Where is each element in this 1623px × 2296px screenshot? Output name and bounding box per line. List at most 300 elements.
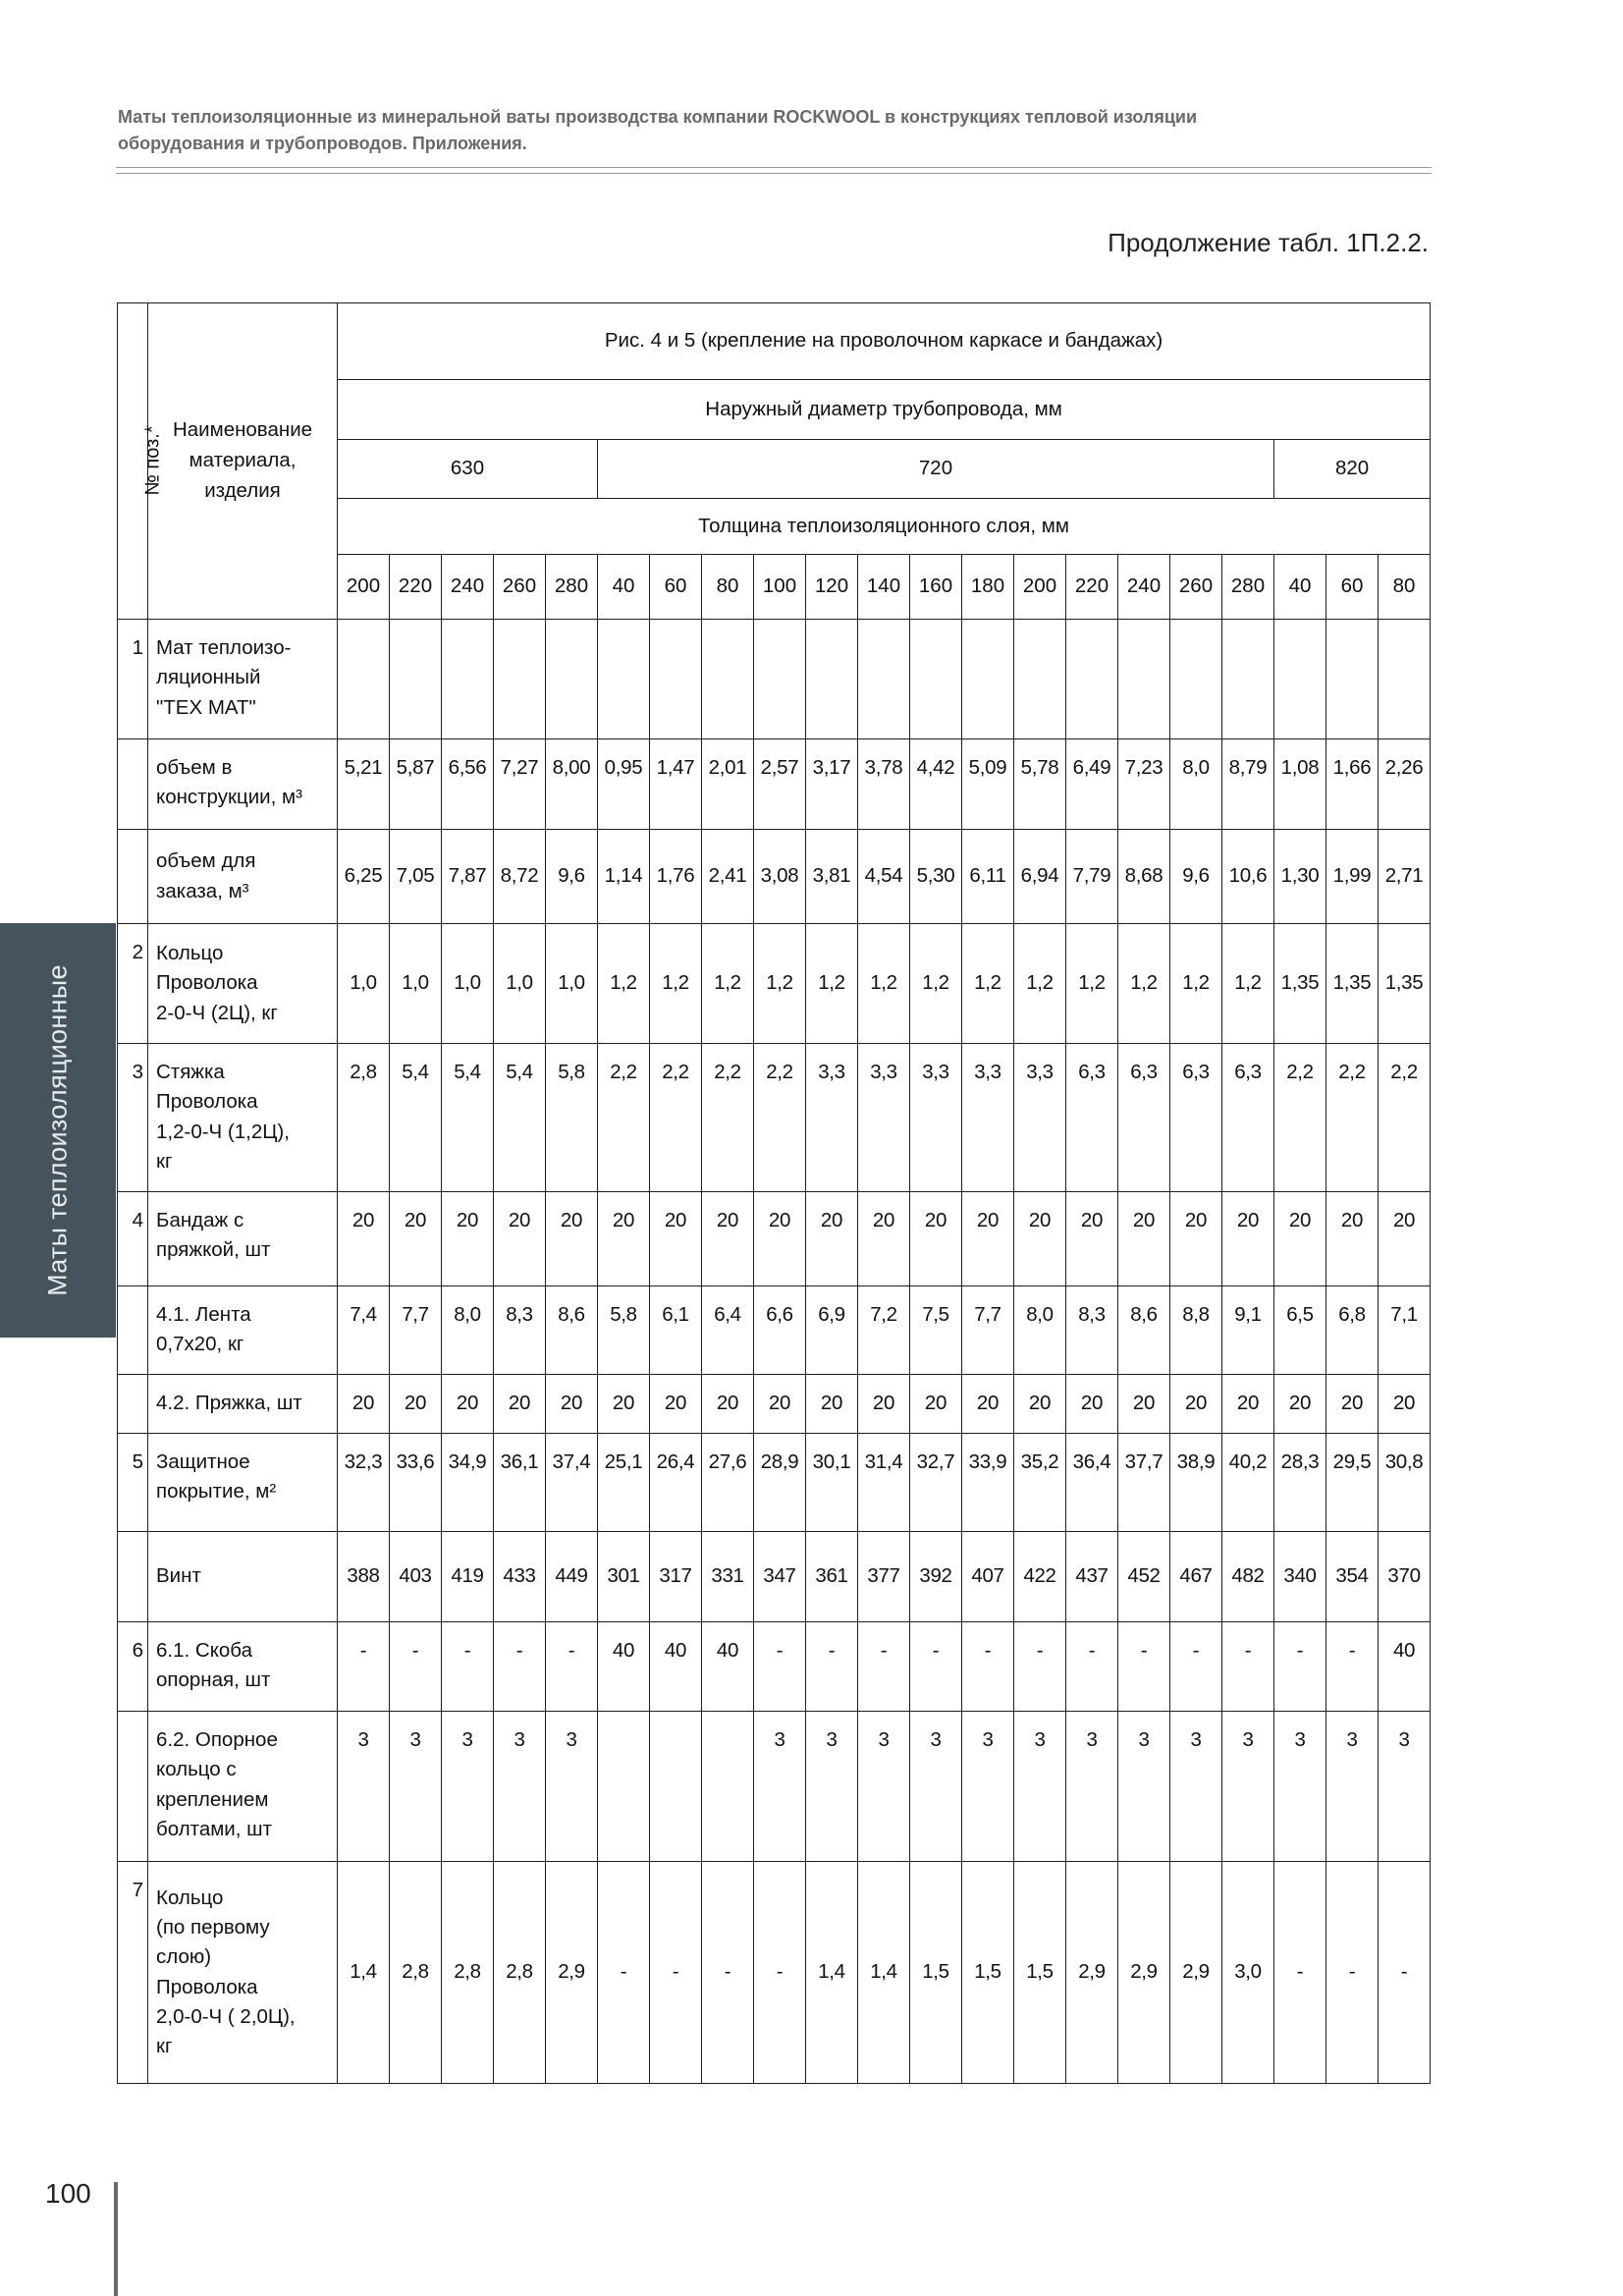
value-cell: 35,2	[1014, 1434, 1066, 1532]
value-cell	[1118, 620, 1170, 739]
document-header	[118, 104, 1434, 157]
thickness-header-cell: 200	[1014, 555, 1066, 620]
table-caption: Продолжение табл. 1П.2.2.	[1108, 228, 1429, 257]
value-cell: 2,01	[702, 739, 754, 830]
value-cell: 20	[442, 1192, 494, 1286]
value-cell: 407	[962, 1532, 1014, 1622]
table-row	[118, 1532, 1431, 1622]
value-cell: 317	[650, 1532, 702, 1622]
value-cell: -	[338, 1622, 390, 1712]
row-name: Бандаж с пряжкой, шт	[148, 1192, 338, 1286]
value-cell: -	[1222, 1622, 1274, 1712]
value-cell: 20	[390, 1375, 442, 1434]
value-cell: 6,6	[754, 1286, 806, 1375]
header-name: Наименование материала, изделия	[148, 303, 338, 620]
value-cell: 32,7	[910, 1434, 962, 1532]
value-cell: -	[702, 1862, 754, 2084]
value-cell: -	[1326, 1862, 1379, 2084]
value-cell: 1,76	[650, 830, 702, 924]
value-cell: 1,0	[494, 924, 546, 1044]
value-cell: 3	[546, 1712, 598, 1862]
value-cell: 20	[1066, 1192, 1118, 1286]
thickness-header-cell: 220	[1066, 555, 1118, 620]
table-row	[118, 1622, 1431, 1712]
value-cell: 27,6	[702, 1434, 754, 1532]
value-cell: -	[1118, 1622, 1170, 1712]
value-cell: 1,2	[1170, 924, 1222, 1044]
value-cell: 8,6	[1118, 1286, 1170, 1375]
value-cell: 5,09	[962, 739, 1014, 830]
value-cell: 5,21	[338, 739, 390, 830]
thickness-header-cell: 60	[1326, 555, 1379, 620]
row-name: 4.1. Лента 0,7х20, кг	[148, 1286, 338, 1375]
value-cell: -	[650, 1862, 702, 2084]
value-cell: 20	[1222, 1375, 1274, 1434]
value-cell: 28,9	[754, 1434, 806, 1532]
value-cell: 6,9	[806, 1286, 858, 1375]
value-cell: 3,81	[806, 830, 858, 924]
value-cell: 6,94	[1014, 830, 1066, 924]
value-cell: 6,3	[1222, 1044, 1274, 1192]
value-cell: 331	[702, 1532, 754, 1622]
thickness-header-cell: 280	[546, 555, 598, 620]
value-cell: 9,1	[1222, 1286, 1274, 1375]
value-cell: 1,2	[1066, 924, 1118, 1044]
value-cell: 20	[1326, 1192, 1379, 1286]
value-cell: 1,14	[598, 830, 650, 924]
value-cell: 36,4	[1066, 1434, 1118, 1532]
value-cell: 1,2	[858, 924, 910, 1044]
row-position: 2	[118, 924, 148, 1044]
value-cell: 1,5	[1014, 1862, 1066, 2084]
value-cell: 1,08	[1274, 739, 1326, 830]
value-cell: 433	[494, 1532, 546, 1622]
value-cell: 20	[806, 1375, 858, 1434]
value-cell: 20	[442, 1375, 494, 1434]
value-cell: 7,7	[390, 1286, 442, 1375]
value-cell: 20	[1222, 1192, 1274, 1286]
value-cell: 8,79	[1222, 739, 1274, 830]
thickness-header-cell: 80	[702, 555, 754, 620]
row-position: 7	[118, 1862, 148, 2084]
value-cell	[650, 620, 702, 739]
thickness-header-cell: 140	[858, 555, 910, 620]
value-cell: 5,4	[390, 1044, 442, 1192]
value-cell: 3	[1170, 1712, 1222, 1862]
value-cell: 3	[390, 1712, 442, 1862]
table-row	[118, 830, 1431, 924]
value-cell: 5,87	[390, 739, 442, 830]
thickness-header-cell: 260	[494, 555, 546, 620]
table-row	[118, 924, 1431, 1044]
value-cell: 3	[806, 1712, 858, 1862]
side-section-tab	[0, 923, 116, 1338]
value-cell: 3	[494, 1712, 546, 1862]
value-cell: 7,87	[442, 830, 494, 924]
value-cell: 5,4	[442, 1044, 494, 1192]
row-name: Защитное покрытие, м²	[148, 1434, 338, 1532]
value-cell: 2,2	[650, 1044, 702, 1192]
value-cell: 36,1	[494, 1434, 546, 1532]
value-cell: 6,25	[338, 830, 390, 924]
value-cell: 40	[702, 1622, 754, 1712]
value-cell: 2,9	[1170, 1862, 1222, 2084]
value-cell	[1170, 620, 1222, 739]
row-name: Мат теплоизо- ляционный "ТЕХ МАТ"	[148, 620, 338, 739]
value-cell: 20	[650, 1375, 702, 1434]
value-cell: 20	[494, 1375, 546, 1434]
value-cell: 2,8	[494, 1862, 546, 2084]
row-position	[118, 1375, 148, 1434]
value-cell: 3	[338, 1712, 390, 1862]
value-cell: 3,08	[754, 830, 806, 924]
row-position: 5	[118, 1434, 148, 1532]
thickness-header-cell: 220	[390, 555, 442, 620]
value-cell: 1,2	[1014, 924, 1066, 1044]
value-cell: 20	[546, 1375, 598, 1434]
value-cell	[962, 620, 1014, 739]
value-cell: 10,6	[1222, 830, 1274, 924]
value-cell: 20	[546, 1192, 598, 1286]
value-cell: 2,2	[754, 1044, 806, 1192]
row-position	[118, 1286, 148, 1375]
value-cell: 20	[1274, 1375, 1326, 1434]
value-cell: 20	[1066, 1375, 1118, 1434]
thickness-header-cell: 240	[442, 555, 494, 620]
table-row	[118, 620, 1431, 739]
value-cell: 20	[910, 1375, 962, 1434]
value-cell: 20	[598, 1375, 650, 1434]
row-name: Кольцо Проволока 2-0-Ч (2Ц), кг	[148, 924, 338, 1044]
value-cell: 26,4	[650, 1434, 702, 1532]
value-cell: 6,11	[962, 830, 1014, 924]
table-row	[118, 1375, 1431, 1434]
header-thickness: Толщина теплоизоляционного слоя, мм	[338, 499, 1431, 555]
header-diameter-820: 820	[1274, 440, 1431, 499]
header-diameter-630: 630	[338, 440, 598, 499]
value-cell: 31,4	[858, 1434, 910, 1532]
value-cell: 28,3	[1274, 1434, 1326, 1532]
table-row	[118, 1192, 1431, 1286]
value-cell: 9,6	[546, 830, 598, 924]
value-cell: 392	[910, 1532, 962, 1622]
value-cell: -	[494, 1622, 546, 1712]
value-cell: -	[1014, 1622, 1066, 1712]
value-cell: 1,0	[442, 924, 494, 1044]
value-cell: 449	[546, 1532, 598, 1622]
value-cell: 20	[1118, 1192, 1170, 1286]
value-cell: 7,2	[858, 1286, 910, 1375]
row-position	[118, 1712, 148, 1862]
value-cell: -	[754, 1622, 806, 1712]
value-cell: 370	[1379, 1532, 1431, 1622]
thickness-header-cell: 180	[962, 555, 1014, 620]
value-cell: 8,3	[494, 1286, 546, 1375]
value-cell	[546, 620, 598, 739]
row-name: Стяжка Проволока 1,2-0-Ч (1,2Ц), кг	[148, 1044, 338, 1192]
value-cell: -	[806, 1622, 858, 1712]
header-line-2: оборудования и трубопроводов. Приложения.	[118, 134, 527, 153]
value-cell: 37,4	[546, 1434, 598, 1532]
value-cell: 3	[1222, 1712, 1274, 1862]
value-cell: 1,0	[338, 924, 390, 1044]
value-cell: -	[1170, 1622, 1222, 1712]
header-figure: Рис. 4 и 5 (крепление на проволочном каркасе и бандажах)	[338, 303, 1431, 380]
value-cell: 1,35	[1274, 924, 1326, 1044]
value-cell: 7,4	[338, 1286, 390, 1375]
value-cell: -	[1066, 1622, 1118, 1712]
value-cell: -	[754, 1862, 806, 2084]
value-cell: 20	[962, 1375, 1014, 1434]
value-cell: 40	[1379, 1622, 1431, 1712]
value-cell: 2,9	[1066, 1862, 1118, 2084]
value-cell: 7,7	[962, 1286, 1014, 1375]
header-rule-top	[116, 167, 1432, 168]
value-cell: 6,4	[702, 1286, 754, 1375]
value-cell: 3,3	[806, 1044, 858, 1192]
value-cell: 1,2	[1118, 924, 1170, 1044]
value-cell	[806, 620, 858, 739]
value-cell: 1,66	[1326, 739, 1379, 830]
value-cell	[702, 620, 754, 739]
value-cell: 1,0	[390, 924, 442, 1044]
value-cell: 1,2	[754, 924, 806, 1044]
value-cell	[1274, 620, 1326, 739]
side-section-label: Маты теплоизоляционные	[42, 964, 73, 1296]
value-cell: 1,2	[910, 924, 962, 1044]
value-cell: 3,3	[1014, 1044, 1066, 1192]
value-cell: 388	[338, 1532, 390, 1622]
value-cell: 3,78	[858, 739, 910, 830]
value-cell	[1066, 620, 1118, 739]
value-cell	[1326, 620, 1379, 739]
value-cell: 2,9	[1118, 1862, 1170, 2084]
thickness-header-cell: 60	[650, 555, 702, 620]
value-cell: -	[598, 1862, 650, 2084]
value-cell: 1,2	[650, 924, 702, 1044]
value-cell: 5,8	[598, 1286, 650, 1375]
value-cell: 33,6	[390, 1434, 442, 1532]
value-cell: 2,26	[1379, 739, 1431, 830]
value-cell: 25,1	[598, 1434, 650, 1532]
value-cell: 1,4	[806, 1862, 858, 2084]
value-cell: 20	[650, 1192, 702, 1286]
value-cell: 1,2	[1222, 924, 1274, 1044]
value-cell: 40,2	[1222, 1434, 1274, 1532]
value-cell: 2,71	[1379, 830, 1431, 924]
value-cell: 6,3	[1066, 1044, 1118, 1192]
value-cell: 1,2	[962, 924, 1014, 1044]
value-cell: 20	[1014, 1375, 1066, 1434]
value-cell: 3	[1274, 1712, 1326, 1862]
value-cell: 3	[1118, 1712, 1170, 1862]
value-cell: 8,6	[546, 1286, 598, 1375]
thickness-header-cell: 100	[754, 555, 806, 620]
table-row	[118, 1286, 1431, 1375]
value-cell: 20	[1379, 1192, 1431, 1286]
value-cell: -	[390, 1622, 442, 1712]
value-cell: 6,3	[1170, 1044, 1222, 1192]
value-cell: 20	[702, 1375, 754, 1434]
value-cell: 40	[598, 1622, 650, 1712]
value-cell: 2,9	[546, 1862, 598, 2084]
value-cell: 30,8	[1379, 1434, 1431, 1532]
row-position: 6	[118, 1622, 148, 1712]
value-cell: 9,6	[1170, 830, 1222, 924]
value-cell	[390, 620, 442, 739]
header-pos-label: № поз.*	[141, 425, 164, 496]
value-cell: 1,47	[650, 739, 702, 830]
value-cell: 32,3	[338, 1434, 390, 1532]
value-cell: -	[1326, 1622, 1379, 1712]
value-cell: -	[1379, 1862, 1431, 2084]
value-cell: -	[546, 1622, 598, 1712]
table-row	[118, 1434, 1431, 1532]
table-row	[118, 1862, 1431, 2084]
value-cell: 20	[1014, 1192, 1066, 1286]
thickness-header-cell: 160	[910, 555, 962, 620]
value-cell: 20	[1118, 1375, 1170, 1434]
value-cell: 7,27	[494, 739, 546, 830]
value-cell: 347	[754, 1532, 806, 1622]
value-cell: 20	[702, 1192, 754, 1286]
value-cell: -	[962, 1622, 1014, 1712]
value-cell: 38,9	[1170, 1434, 1222, 1532]
value-cell: 20	[754, 1375, 806, 1434]
row-position	[118, 830, 148, 924]
value-cell: 419	[442, 1532, 494, 1622]
table-row	[118, 1712, 1431, 1862]
value-cell: 34,9	[442, 1434, 494, 1532]
value-cell: 3	[910, 1712, 962, 1862]
value-cell: 2,2	[598, 1044, 650, 1192]
page-number-bar	[114, 2182, 118, 2296]
value-cell: 3	[1379, 1712, 1431, 1862]
value-cell: 301	[598, 1532, 650, 1622]
row-position: 3	[118, 1044, 148, 1192]
value-cell: 1,2	[702, 924, 754, 1044]
table-row	[118, 1044, 1431, 1192]
value-cell: 20	[1170, 1375, 1222, 1434]
value-cell: 20	[858, 1375, 910, 1434]
value-cell: 3	[754, 1712, 806, 1862]
header-diameter: Наружный диаметр трубопровода, мм	[338, 380, 1431, 440]
value-cell: 482	[1222, 1532, 1274, 1622]
value-cell: 354	[1326, 1532, 1379, 1622]
header-rule-bottom	[116, 173, 1432, 174]
value-cell: 1,5	[910, 1862, 962, 2084]
value-cell: 8,72	[494, 830, 546, 924]
value-cell: 2,2	[702, 1044, 754, 1192]
value-cell: 8,0	[1014, 1286, 1066, 1375]
value-cell: 8,0	[442, 1286, 494, 1375]
value-cell: 1,5	[962, 1862, 1014, 2084]
value-cell	[494, 620, 546, 739]
value-cell	[858, 620, 910, 739]
value-cell: 1,4	[338, 1862, 390, 2084]
value-cell: 20	[962, 1192, 1014, 1286]
value-cell: 20	[598, 1192, 650, 1286]
value-cell	[650, 1712, 702, 1862]
header-diameter-720: 720	[598, 440, 1274, 499]
value-cell: 8,68	[1118, 830, 1170, 924]
row-position: 4	[118, 1192, 148, 1286]
value-cell	[598, 1712, 650, 1862]
value-cell: 20	[494, 1192, 546, 1286]
value-cell	[910, 620, 962, 739]
value-cell: 5,4	[494, 1044, 546, 1192]
header-line-1: Маты теплоизоляционные из минеральной ваты производства компании ROCKWOOL в конструкциях тепловой изоляции	[118, 107, 1198, 127]
value-cell: 4,42	[910, 739, 962, 830]
value-cell: 1,2	[598, 924, 650, 1044]
value-cell: 3,3	[910, 1044, 962, 1192]
thickness-header-cell: 40	[1274, 555, 1326, 620]
value-cell: 3	[1066, 1712, 1118, 1862]
value-cell: 437	[1066, 1532, 1118, 1622]
thickness-header-cell: 240	[1118, 555, 1170, 620]
value-cell: 1,99	[1326, 830, 1379, 924]
value-cell: 3	[858, 1712, 910, 1862]
value-cell	[338, 620, 390, 739]
value-cell	[598, 620, 650, 739]
header-pos	[118, 303, 164, 620]
value-cell: 6,8	[1326, 1286, 1379, 1375]
value-cell: 1,35	[1379, 924, 1431, 1044]
value-cell: 37,7	[1118, 1434, 1170, 1532]
row-name: 6.1. Скоба опорная, шт	[148, 1622, 338, 1712]
row-position	[118, 1532, 148, 1622]
value-cell: 20	[338, 1192, 390, 1286]
value-cell: 6,3	[1118, 1044, 1170, 1192]
thickness-header-cell: 260	[1170, 555, 1222, 620]
value-cell: 20	[1379, 1375, 1431, 1434]
value-cell: 20	[1170, 1192, 1222, 1286]
value-cell: 40	[650, 1622, 702, 1712]
value-cell: 2,57	[754, 739, 806, 830]
value-cell: 5,78	[1014, 739, 1066, 830]
value-cell: 403	[390, 1532, 442, 1622]
value-cell: 467	[1170, 1532, 1222, 1622]
value-cell: 2,2	[1326, 1044, 1379, 1192]
value-cell: 0,95	[598, 739, 650, 830]
value-cell: 2,2	[1379, 1044, 1431, 1192]
value-cell: 20	[1274, 1192, 1326, 1286]
value-cell: -	[858, 1622, 910, 1712]
value-cell: 1,30	[1274, 830, 1326, 924]
value-cell: 29,5	[1326, 1434, 1379, 1532]
value-cell: 5,30	[910, 830, 962, 924]
value-cell: 2,2	[1274, 1044, 1326, 1192]
value-cell	[754, 620, 806, 739]
value-cell: 20	[338, 1375, 390, 1434]
value-cell: 377	[858, 1532, 910, 1622]
value-cell: 30,1	[806, 1434, 858, 1532]
value-cell	[1379, 620, 1431, 739]
value-cell: 8,8	[1170, 1286, 1222, 1375]
value-cell: 6,5	[1274, 1286, 1326, 1375]
value-cell: 7,5	[910, 1286, 962, 1375]
value-cell: 452	[1118, 1532, 1170, 1622]
value-cell: 1,4	[858, 1862, 910, 2084]
row-name: Винт	[148, 1532, 338, 1622]
value-cell: -	[1274, 1622, 1326, 1712]
thickness-header-cell: 280	[1222, 555, 1274, 620]
thickness-header-cell: 80	[1379, 555, 1431, 620]
value-cell: 7,79	[1066, 830, 1118, 924]
row-name: 6.2. Опорное кольцо с креплением болтами, шт	[148, 1712, 338, 1862]
value-cell: 3,17	[806, 739, 858, 830]
thickness-header-cell: 40	[598, 555, 650, 620]
